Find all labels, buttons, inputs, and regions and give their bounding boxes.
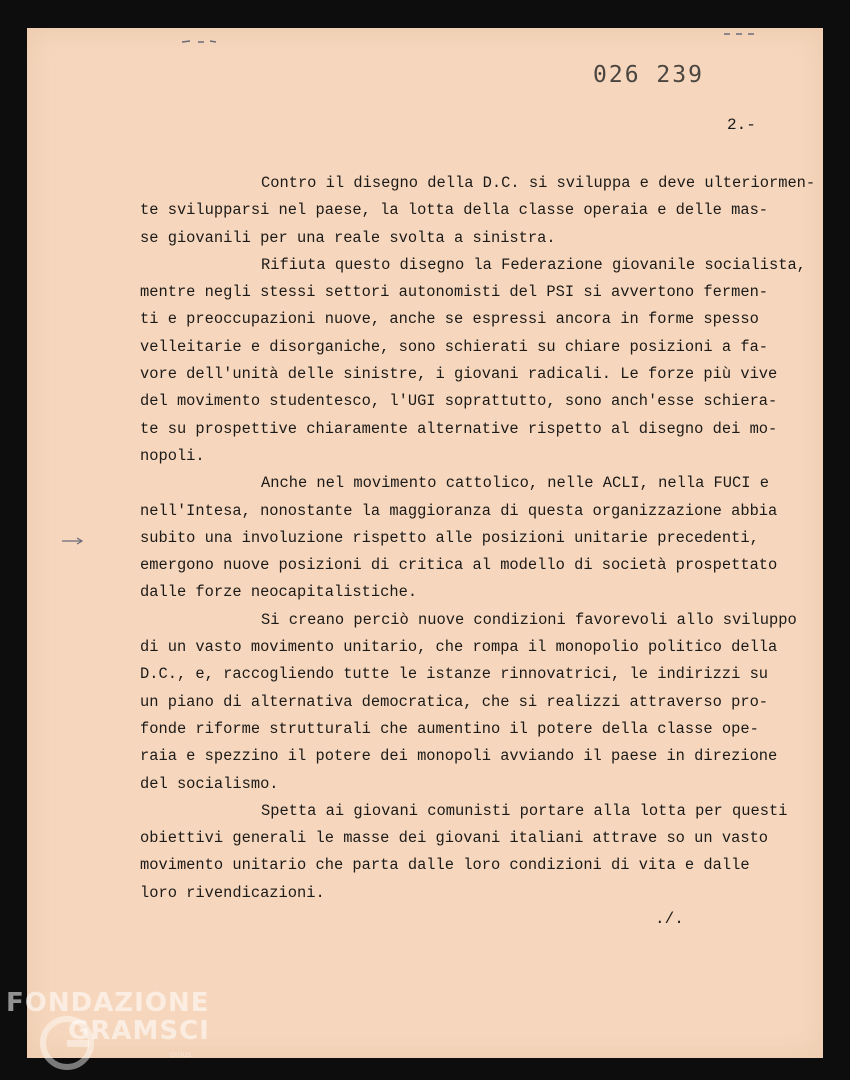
text-line: emergono nuove posizioni di critica al modello di società prospettato — [140, 556, 778, 575]
watermark-line-1: FONDAZIONE — [6, 988, 210, 1018]
text-line: Contro il disegno della D.C. si sviluppa e deve ulteriormen- — [261, 174, 816, 192]
text-line: dalle forze neocapitalistiche. — [140, 583, 418, 602]
paragraph-1 — [140, 170, 820, 252]
text-line: subito una involuzione rispetto alle posizioni unitarie precedenti, — [140, 528, 759, 547]
text-line: mentre negli stessi settori autonomisti del PSI si avvertono fermen- — [140, 283, 769, 302]
text-line: Anche nel movimento cattolico, nelle ACLI, nella FUCI e — [261, 474, 769, 493]
text-line: Si creano perciò nuove condizioni favorevoli allo sviluppo — [261, 610, 797, 629]
text-line: del socialismo. — [140, 774, 279, 793]
text-line: loro rivendicazioni. — [140, 883, 325, 902]
margin-arrow-icon — [60, 533, 86, 549]
watermark-sub: onlus — [170, 1050, 192, 1059]
typed-body-text — [140, 170, 820, 907]
text-line: D.C., e, raccogliendo tutte le istanze rinnovatrici, le indirizzi su — [140, 665, 769, 684]
paragraph-2 — [140, 252, 820, 470]
text-line: se giovanili per una reale svolta a sinistra. — [140, 228, 556, 247]
text-line: raia e spezzino il potere dei monopoli avviando il paese in direzione — [140, 747, 778, 766]
text-line: fonde riforme strutturali che aumentino il potere della classe ope- — [140, 719, 759, 738]
text-line: Spetta ai giovani comunisti portare alla lotta per questi — [261, 801, 788, 820]
text-line: un piano di alternativa democratica, che si realizzi attraverso pro- — [140, 692, 769, 711]
paragraph-4 — [140, 607, 820, 798]
text-line: obiettivi generali le masse dei giovani italiani attrave so un vasto — [140, 829, 769, 848]
paragraph-3 — [140, 470, 820, 606]
archive-stamp-number: 026 239 — [593, 62, 704, 88]
text-line: te svilupparsi nel paese, la lotta della classe operaia e delle mas- — [140, 201, 769, 220]
text-line: movimento unitario che parta dalle loro condizioni di vita e dalle — [140, 856, 750, 875]
text-line: nopoli. — [140, 446, 205, 465]
text-line: del movimento studentesco, l'UGI soprattutto, sono anch'esse schiera- — [140, 392, 778, 411]
text-line: di un vasto movimento unitario, che rompa il monopolio politico della — [140, 638, 778, 657]
text-line: nell'Intesa, nonostante la maggioranza di questa organizzazione abbia — [140, 501, 778, 520]
watermark-line-2: GRAMSCI — [68, 1016, 210, 1046]
text-line: velleitarie e disorganiche, sono schierati su chiare posizioni a fa- — [140, 337, 769, 356]
paragraph-5 — [140, 798, 820, 907]
text-line: te su prospettive chiaramente alternative rispetto al disegno dei mo- — [140, 419, 778, 438]
text-line: vore dell'unità delle sinistre, i giovani radicali. Le forze più vive — [140, 365, 778, 384]
pencil-mark-top-left — [180, 36, 220, 46]
page-number: 2.- — [727, 116, 756, 134]
pencil-mark-top-right — [722, 30, 757, 38]
text-line: Rifiuta questo disegno la Federazione giovanile socialista, — [261, 255, 806, 274]
fondazione-gramsci-watermark — [6, 988, 216, 1068]
closing-mark: ./. — [655, 910, 684, 928]
text-line: ti e preoccupazioni nuove, anche se espressi ancora in forme spesso — [140, 310, 759, 329]
document-page — [27, 28, 823, 1058]
